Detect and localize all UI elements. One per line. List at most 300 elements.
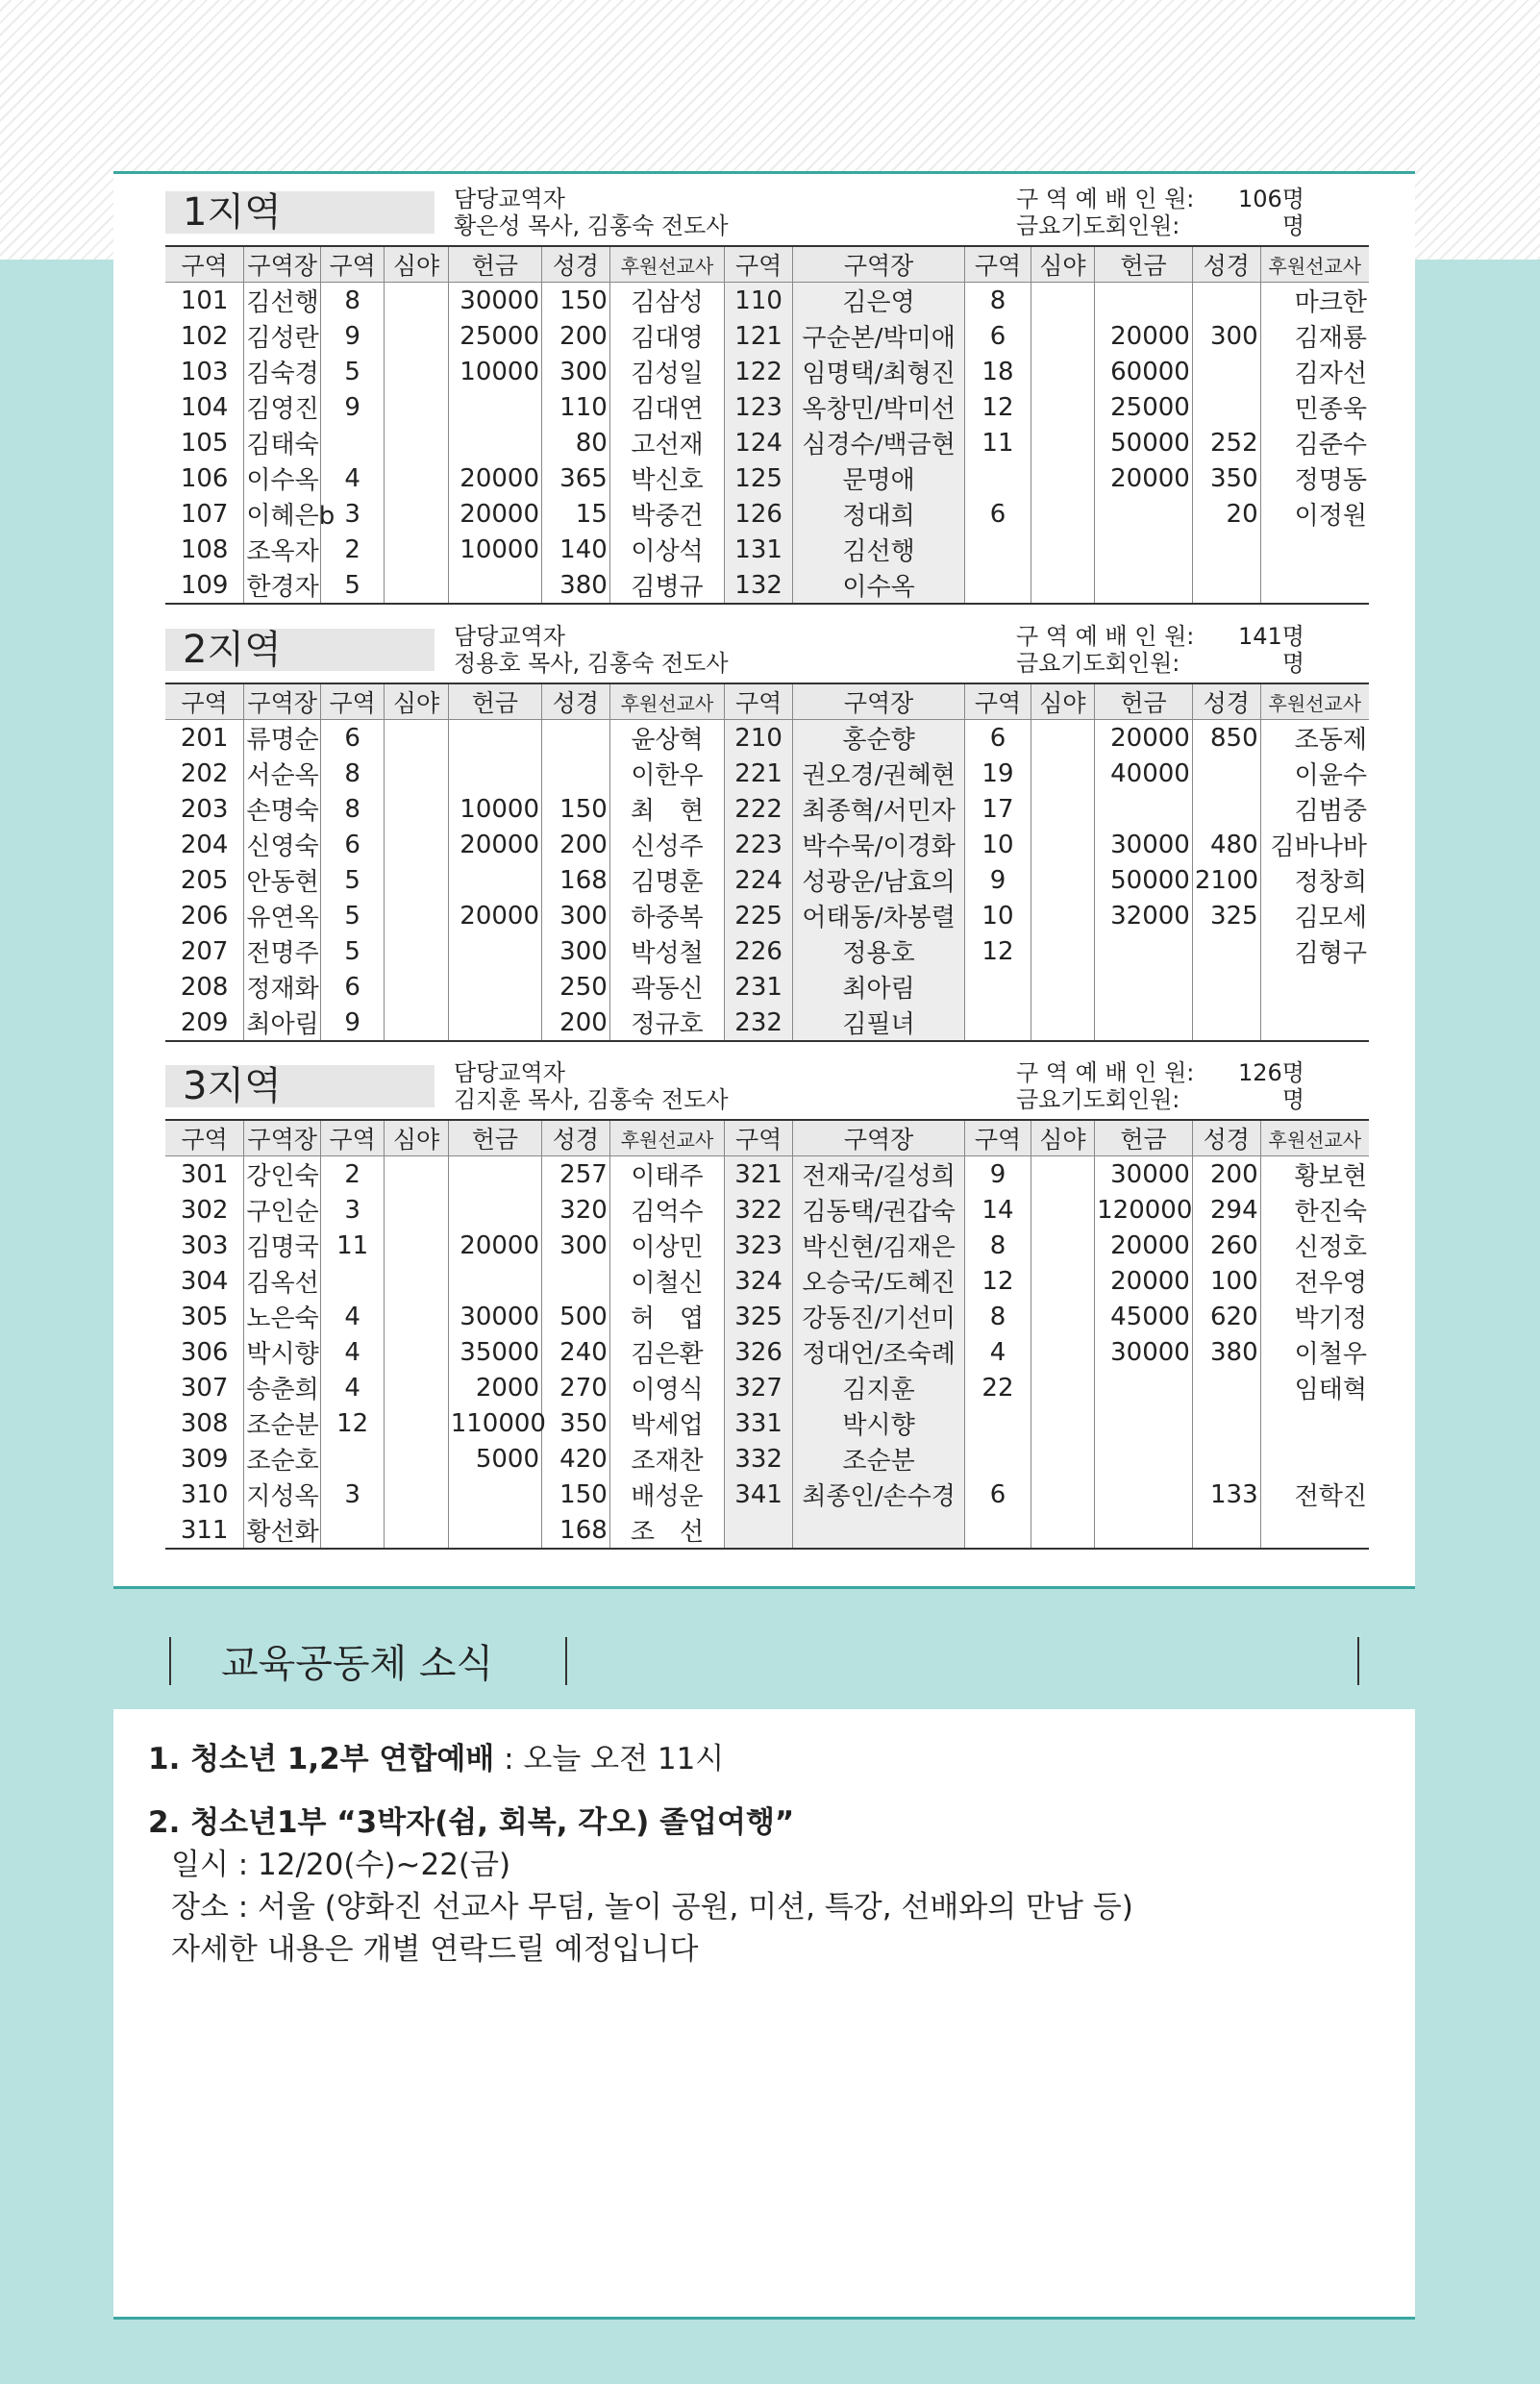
table-cell	[1192, 354, 1260, 389]
table-cell: 140	[542, 532, 610, 567]
table-cell: 124	[725, 425, 793, 460]
table-cell: 5000	[448, 1441, 541, 1477]
table-cell: 332	[725, 1441, 793, 1477]
table-cell: 김태숙	[244, 425, 321, 460]
table-cell: 17	[965, 791, 1031, 827]
column-header: 구역장	[793, 1120, 965, 1156]
news-title: 교육공동체 소식	[221, 1642, 494, 1686]
table-cell	[1192, 1370, 1260, 1405]
column-header: 구역	[165, 683, 244, 720]
table-cell: 송춘희	[244, 1370, 321, 1405]
table-row	[165, 318, 1369, 354]
table-cell	[448, 567, 541, 604]
table-cell: 박신호	[609, 460, 724, 496]
column-header: 성경	[542, 683, 610, 720]
table-cell: 231	[725, 969, 793, 1005]
table-cell: 205	[165, 862, 244, 898]
table-cell: 45000	[1095, 1299, 1193, 1334]
table-cell	[385, 1370, 448, 1405]
table-cell	[1192, 969, 1260, 1005]
table-cell: 107	[165, 496, 244, 532]
table-cell: 김은영	[793, 283, 965, 319]
table-cell	[1031, 389, 1094, 425]
table-cell: 강동진/기선미	[793, 1299, 965, 1334]
table-cell: 300	[1192, 318, 1260, 354]
region-title: 2지역	[165, 629, 435, 671]
title-bar-middle	[565, 1637, 567, 1685]
table-cell: 209	[165, 1005, 244, 1041]
table-cell: 박수묵/이경화	[793, 827, 965, 862]
column-header: 심야	[385, 246, 448, 283]
prayer-count: 명	[1281, 650, 1304, 677]
table-cell	[1031, 1156, 1094, 1193]
table-cell	[385, 1263, 448, 1299]
table-cell: 365	[542, 460, 610, 496]
table-cell	[385, 460, 448, 496]
table-cell	[1031, 1334, 1094, 1370]
table-cell: 박시향	[793, 1405, 965, 1441]
table-cell: 김억수	[609, 1192, 724, 1228]
table-cell	[1031, 460, 1094, 496]
column-header: 구역	[725, 246, 793, 283]
table-cell: 김영진	[244, 389, 321, 425]
table-row	[165, 791, 1369, 827]
prayer-count: 명	[1281, 212, 1304, 239]
table-cell: 294	[1192, 1192, 1260, 1228]
table-cell: 조옥자	[244, 532, 321, 567]
table-cell: 4	[965, 1334, 1031, 1370]
table-cell	[542, 1263, 610, 1299]
table-cell	[1095, 496, 1193, 532]
table-cell: 110	[725, 283, 793, 319]
table-cell: 심경수/백금현	[793, 425, 965, 460]
column-header: 심야	[1031, 246, 1094, 283]
table-cell: 김형구	[1294, 939, 1367, 968]
column-header: 구역장	[244, 246, 321, 283]
table-row	[165, 756, 1369, 791]
table-row	[165, 720, 1369, 757]
table-cell: 김삼성	[609, 283, 724, 319]
table-cell	[542, 756, 610, 791]
table-cell: 480	[1192, 827, 1260, 862]
table-cell: 박시향	[244, 1334, 321, 1370]
table-cell	[1031, 1299, 1094, 1334]
staff-names: 정용호 목사, 김홍숙 전도사	[454, 650, 729, 677]
table-cell	[320, 1263, 384, 1299]
table-cell: 김성일	[609, 354, 724, 389]
title-bar-right	[1357, 1637, 1359, 1685]
staff-block	[454, 623, 729, 677]
table-cell: 10000	[448, 532, 541, 567]
table-cell	[1031, 1192, 1094, 1228]
table-cell: 한경자	[244, 567, 321, 604]
table-cell: 이혜은b	[244, 496, 321, 532]
table-cell: 122	[725, 354, 793, 389]
table-cell: 108	[165, 532, 244, 567]
column-header: 구역	[965, 246, 1031, 283]
table-cell: 임명택/최형진	[793, 354, 965, 389]
news-item-2-heading: 2. 청소년1부 “3박자(쉼, 회복, 각오) 졸업여행”	[148, 1805, 795, 1840]
table-cell	[1095, 532, 1193, 567]
table-cell: 김준수	[1294, 431, 1367, 459]
news-item-1	[148, 1738, 724, 1780]
education-news-section	[113, 1586, 1415, 2317]
table-row	[165, 1299, 1369, 1334]
table-cell: 11	[965, 425, 1031, 460]
table-cell: 8	[965, 1228, 1031, 1263]
table-cell: 132	[725, 567, 793, 604]
table-cell: 12	[320, 1405, 384, 1441]
region-3	[165, 1059, 1369, 1550]
table-cell	[448, 933, 541, 969]
column-header: 후원선교사	[1260, 683, 1369, 720]
table-cell: 김선행	[793, 532, 965, 567]
table-cell	[385, 933, 448, 969]
table-cell: 이정원	[1294, 502, 1367, 531]
table-cell	[1031, 318, 1094, 354]
table-cell	[1095, 791, 1193, 827]
table-cell: 8	[320, 283, 384, 319]
table-cell: 103	[165, 354, 244, 389]
table-cell	[385, 354, 448, 389]
table-cell: 김은환	[609, 1334, 724, 1370]
table-cell: 221	[725, 756, 793, 791]
table-cell: 이한우	[609, 756, 724, 791]
table-cell: 김선행	[244, 283, 321, 319]
table-cell: 8	[965, 1299, 1031, 1334]
table-cell: 고선재	[609, 425, 724, 460]
column-header: 구역장	[793, 683, 965, 720]
table-cell	[385, 827, 448, 862]
table-cell: 80	[542, 425, 610, 460]
staff-block	[454, 1059, 729, 1113]
news-item-1-title: 1. 청소년 1,2부 연합예배	[148, 1742, 495, 1776]
table-cell: 10000	[448, 791, 541, 827]
table-cell: 황보현	[1294, 1162, 1367, 1191]
table-cell: 11	[320, 1228, 384, 1263]
table-cell	[1260, 1005, 1369, 1041]
table-cell	[385, 1405, 448, 1441]
table-cell: 257	[542, 1156, 610, 1193]
table-cell: 류명순	[244, 720, 321, 757]
table-cell	[1031, 1228, 1094, 1263]
table-cell: 240	[542, 1334, 610, 1370]
prayer-count-label: 금요기도회인원:	[1016, 212, 1180, 239]
table-row	[165, 532, 1369, 567]
table-cell	[965, 1441, 1031, 1477]
table-cell: 김모세	[1294, 904, 1367, 932]
column-header: 구역	[725, 1120, 793, 1156]
table-cell: 101	[165, 283, 244, 319]
table-cell: 100	[1192, 1263, 1260, 1299]
table-header-row	[165, 683, 1369, 720]
table-cell	[965, 532, 1031, 567]
table-cell	[1260, 1405, 1369, 1441]
table-cell	[385, 567, 448, 604]
table-cell: 15	[542, 496, 610, 532]
table-cell	[1031, 969, 1094, 1005]
table-cell: 최아림	[793, 969, 965, 1005]
table-row	[165, 567, 1369, 604]
table-cell	[1031, 283, 1094, 319]
table-cell: 321	[725, 1156, 793, 1193]
column-header: 구역	[320, 683, 384, 720]
table-cell: 조동제	[1294, 726, 1367, 755]
table-cell: 40000	[1095, 756, 1193, 791]
table-cell: 김범중	[1294, 797, 1367, 826]
table-cell	[1031, 354, 1094, 389]
table-cell: 배성운	[609, 1477, 724, 1512]
table-cell: 200	[542, 1005, 610, 1041]
column-header: 구역장	[244, 1120, 321, 1156]
table-row	[165, 933, 1369, 969]
prayer-count-label: 금요기도회인원:	[1016, 1086, 1180, 1113]
table-cell: 350	[1192, 460, 1260, 496]
column-header: 헌금	[1095, 1120, 1193, 1156]
table-cell: 이수옥	[244, 460, 321, 496]
table-row	[165, 1441, 1369, 1477]
table-cell: 350	[542, 1405, 610, 1441]
table-row	[165, 1477, 1369, 1512]
table-cell: 조순분	[793, 1441, 965, 1477]
table-cell: 최아림	[244, 1005, 321, 1041]
table-cell: 131	[725, 532, 793, 567]
table-cell: 200	[542, 318, 610, 354]
table-cell: 106	[165, 460, 244, 496]
table-row	[165, 460, 1369, 496]
table-cell: 20000	[448, 898, 541, 933]
table-cell	[1260, 1512, 1369, 1549]
table-cell	[1095, 567, 1193, 604]
table-cell: 20000	[1095, 720, 1193, 757]
table-cell: 박세업	[609, 1405, 724, 1441]
table-cell	[448, 720, 541, 757]
table-cell: 정용호	[793, 933, 965, 969]
table-cell: 326	[725, 1334, 793, 1370]
table-cell: 311	[165, 1512, 244, 1549]
table-row	[165, 1192, 1369, 1228]
table-cell: 208	[165, 969, 244, 1005]
region-title: 1지역	[165, 191, 435, 234]
table-cell	[385, 1299, 448, 1334]
table-cell	[965, 969, 1031, 1005]
table-cell: 이철신	[609, 1263, 724, 1299]
table-cell: 302	[165, 1192, 244, 1228]
table-cell: 3	[320, 1192, 384, 1228]
news-item-1-text: : 오늘 오전 11시	[494, 1742, 725, 1776]
table-cell: 신정호	[1294, 1233, 1367, 1262]
table-cell	[1192, 283, 1260, 319]
table-cell: 30000	[1095, 827, 1193, 862]
table-cell	[385, 1192, 448, 1228]
table-cell	[1192, 1441, 1260, 1477]
table-cell	[448, 425, 541, 460]
table-cell	[1031, 1512, 1094, 1549]
table-cell: 조순호	[244, 1441, 321, 1477]
table-cell: 224	[725, 862, 793, 898]
table-cell: 168	[542, 862, 610, 898]
table-cell: 8	[320, 756, 384, 791]
worship-count-label: 구 역 예 배 인 원:	[1016, 1059, 1195, 1086]
table-cell: 10000	[448, 354, 541, 389]
table-cell: 곽동신	[609, 969, 724, 1005]
table-row	[165, 1005, 1369, 1041]
table-cell: 4	[320, 1299, 384, 1334]
table-cell	[1031, 567, 1094, 604]
table-row	[165, 389, 1369, 425]
table-cell	[1095, 1441, 1193, 1477]
table-cell: 김대연	[609, 389, 724, 425]
table-cell: 12	[965, 1263, 1031, 1299]
table-cell: 박신현/김재은	[793, 1228, 965, 1263]
table-cell	[448, 1005, 541, 1041]
table-cell	[1031, 1005, 1094, 1041]
news-body	[113, 1709, 1415, 2320]
table-row	[165, 1228, 1369, 1263]
table-cell: 홍순향	[793, 720, 965, 757]
table-cell: 유연옥	[244, 898, 321, 933]
table-cell: 손명숙	[244, 791, 321, 827]
table-cell	[448, 1192, 541, 1228]
table-cell: 123	[725, 389, 793, 425]
table-cell: 121	[725, 318, 793, 354]
table-cell: 최 현	[609, 791, 724, 827]
table-cell: 신영숙	[244, 827, 321, 862]
table-cell: 20000	[448, 827, 541, 862]
table-cell: 전학진	[1294, 1482, 1367, 1511]
table-row	[165, 1370, 1369, 1405]
table-cell: 325	[725, 1299, 793, 1334]
column-header: 심야	[1031, 683, 1094, 720]
table-cell: 270	[542, 1370, 610, 1405]
table-cell	[385, 425, 448, 460]
table-cell	[1031, 496, 1094, 532]
table-cell: 380	[542, 567, 610, 604]
table-cell: 조재찬	[609, 1441, 724, 1477]
staff-label: 담당교역자	[454, 623, 565, 650]
table-cell	[1260, 567, 1369, 604]
table-cell	[448, 862, 541, 898]
table-cell: 전우영	[1294, 1269, 1367, 1298]
table-cell	[1031, 1263, 1094, 1299]
region-header	[165, 186, 1369, 245]
column-header: 후원선교사	[1260, 1120, 1369, 1156]
table-cell	[1031, 1405, 1094, 1441]
table-cell	[1031, 1441, 1094, 1477]
table-cell: 310	[165, 1477, 244, 1512]
table-cell: 133	[1192, 1477, 1260, 1512]
worship-count: 106명	[1238, 186, 1304, 212]
table-cell: 6	[965, 496, 1031, 532]
table-cell: 300	[542, 898, 610, 933]
news-item-2-title	[148, 1801, 794, 1844]
table-cell: 125	[725, 460, 793, 496]
table-cell: 10	[965, 898, 1031, 933]
table-cell: 204	[165, 827, 244, 862]
table-row	[165, 354, 1369, 389]
table-cell	[385, 1441, 448, 1477]
table-row	[165, 283, 1369, 319]
table-cell	[385, 389, 448, 425]
table-cell: 9	[320, 389, 384, 425]
table-cell: 2000	[448, 1370, 541, 1405]
table-cell: 2	[320, 532, 384, 567]
table-cell: 620	[1192, 1299, 1260, 1334]
table-cell: 조순분	[244, 1405, 321, 1441]
table-cell: 8	[965, 283, 1031, 319]
column-header: 후원선교사	[1260, 246, 1369, 283]
table-cell	[1095, 1477, 1193, 1512]
table-cell	[1031, 425, 1094, 460]
table-cell: 6	[320, 827, 384, 862]
table-cell: 30000	[448, 1299, 541, 1334]
table-row	[165, 496, 1369, 532]
table-cell	[385, 720, 448, 757]
table-cell: 322	[725, 1192, 793, 1228]
table-cell	[542, 720, 610, 757]
table-cell: 20000	[1095, 318, 1193, 354]
column-header: 성경	[1192, 1120, 1260, 1156]
column-header: 성경	[542, 1120, 610, 1156]
table-cell: 정대희	[793, 496, 965, 532]
table-cell	[1031, 532, 1094, 567]
table-cell	[793, 1512, 965, 1549]
table-cell: 850	[1192, 720, 1260, 757]
table-cell: 232	[725, 1005, 793, 1041]
table-cell: 조 선	[609, 1512, 724, 1549]
table-cell: 327	[725, 1370, 793, 1405]
column-header: 구역	[165, 246, 244, 283]
table-cell: 5	[320, 898, 384, 933]
table-cell: 6	[965, 720, 1031, 757]
table-cell: 307	[165, 1370, 244, 1405]
table-cell: 김병규	[609, 567, 724, 604]
table-cell: 3	[320, 496, 384, 532]
table-header-row	[165, 1120, 1369, 1156]
column-header: 헌금	[1095, 246, 1193, 283]
table-cell: 30000	[1095, 1334, 1193, 1370]
table-cell: 어태동/차봉렬	[793, 898, 965, 933]
table-cell: 105	[165, 425, 244, 460]
table-cell	[1192, 1405, 1260, 1441]
table-cell	[385, 1005, 448, 1041]
table-cell	[385, 532, 448, 567]
column-header: 심야	[385, 1120, 448, 1156]
column-header: 심야	[385, 683, 448, 720]
column-header: 성경	[542, 246, 610, 283]
table-cell: 102	[165, 318, 244, 354]
table-cell: 임태혁	[1294, 1376, 1367, 1404]
table-cell: 김숙경	[244, 354, 321, 389]
table-row	[165, 1156, 1369, 1193]
region-attendance-card	[113, 171, 1415, 1589]
news-header	[113, 1586, 1415, 1712]
table-cell	[1192, 756, 1260, 791]
worship-count-label: 구 역 예 배 인 원:	[1016, 186, 1195, 212]
table-cell	[385, 862, 448, 898]
table-cell: 정규호	[609, 1005, 724, 1041]
table-cell: 303	[165, 1228, 244, 1263]
table-cell: 380	[1192, 1334, 1260, 1370]
prayer-count-label: 금요기도회인원:	[1016, 650, 1180, 677]
table-cell	[1260, 532, 1369, 567]
table-cell: 120000	[1095, 1192, 1193, 1228]
table-cell: 320	[542, 1192, 610, 1228]
region-title: 3지역	[165, 1065, 435, 1107]
table-cell: 109	[165, 567, 244, 604]
table-cell: 이태주	[609, 1156, 724, 1193]
table-cell: 150	[542, 283, 610, 319]
